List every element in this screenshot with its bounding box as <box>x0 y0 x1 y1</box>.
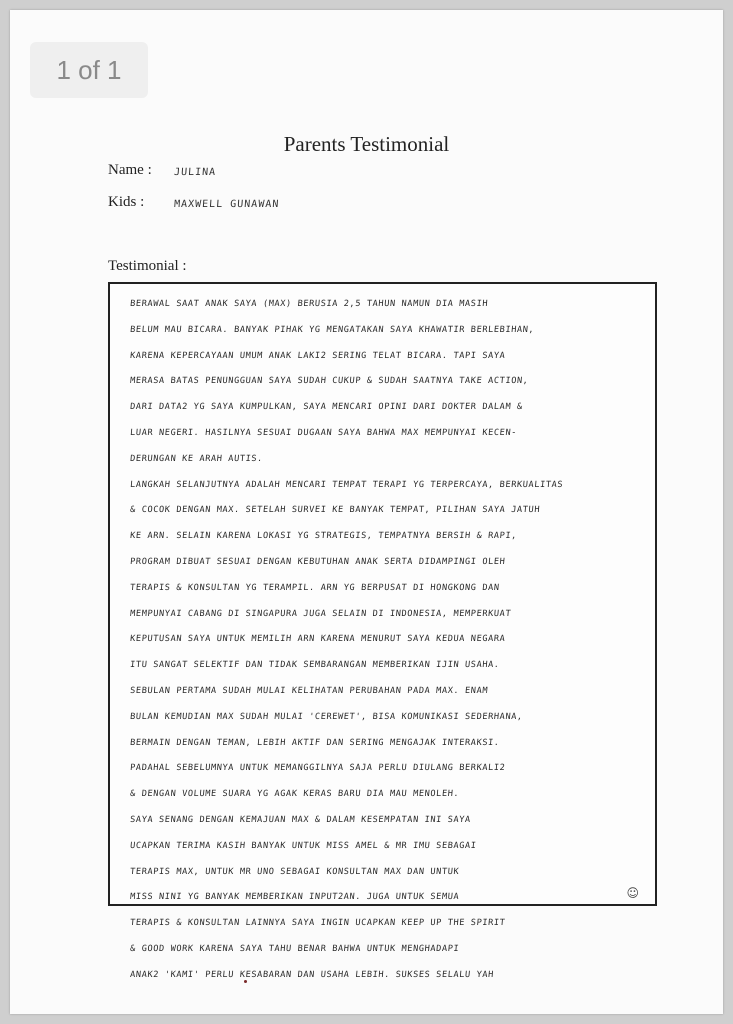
testimonial-line: BERMAIN DENGAN TEMAN, LEBIH AKTIF DAN SERING MENGAJAK INTERAKSI. <box>129 737 501 748</box>
testimonial-line: SAYA SENANG DENGAN KEMAJUAN MAX & DALAM KESEMPATAN INI SAYA <box>129 814 472 825</box>
testimonial-line: KARENA KEPERCAYAAN UMUM ANAK LAKI2 SERING TELAT BICARA. TAPI SAYA <box>129 350 506 361</box>
testimonial-line: LANGKAH SELANJUTNYA ADALAH MENCARI TEMPAT TERAPI YG TERPERCAYA, BERKUALITAS <box>129 479 564 490</box>
kids-value: MAXWELL GUNAWAN <box>173 199 280 210</box>
testimonial-line: BULAN KEMUDIAN MAX SUDAH MULAI 'CEREWET', BISA KOMUNIKASI SEDERHANA, <box>129 711 524 722</box>
testimonial-line: KEPUTUSAN SAYA UNTUK MEMILIH ARN KARENA MENURUT SAYA KEDUA NEGARA <box>129 634 506 645</box>
testimonial-line: UCAPKAN TERIMA KASIH BANYAK UNTUK MISS AMEL & MR IMU SEBAGAI <box>129 840 477 851</box>
testimonial-line: LUAR NEGERI. HASILNYA SESUAI DUGAAN SAYA BAHWA MAX MEMPUNYAI KECEN- <box>129 427 518 438</box>
testimonial-line: MERASA BATAS PENUNGGUAN SAYA SUDAH CUKUP & SUDAH SAATNYA TAKE ACTION, <box>129 376 529 387</box>
testimonial-line: DARI DATA2 YG SAYA KUMPULKAN, SAYA MENCARI OPINI DARI DOKTER DALAM & <box>129 402 524 413</box>
testimonial-line: PADAHAL SEBELUMNYA UNTUK MEMANGGILNYA SAJA PERLU DIULANG BERKALI2 <box>129 763 506 774</box>
testimonial-line: TERAPIS & KONSULTAN YG TERAMPIL. ARN YG BERPUSAT DI HONGKONG DAN <box>129 582 501 593</box>
paper-speck <box>244 980 247 983</box>
kids-label: Kids : <box>108 194 145 210</box>
testimonial-line: & DENGAN VOLUME SUARA YG AGAK KERAS BARU DIA MAU MENOLEH. <box>129 789 460 800</box>
testimonial-line: DERUNGAN KE ARAH AUTIS. <box>129 453 264 464</box>
testimonial-line: ANAK2 'KAMI' PERLU KESABARAN DAN USAHA LEBIH. SUKSES SELALU YAH <box>129 969 495 980</box>
name-label: Name : <box>108 162 152 178</box>
smiley-icon: ☺ <box>626 886 639 900</box>
testimonial-line: TERAPIS MAX, UNTUK MR UNO SEBAGAI KONSULTAN MAX DAN UNTUK <box>129 866 460 877</box>
testimonial-line: BERAWAL SAAT ANAK SAYA (MAX) BERUSIA 2,5 TAHUN NAMUN DIA MASIH <box>129 299 489 309</box>
testimonial-line: & GOOD WORK KARENA SAYA TAHU BENAR BAHWA UNTUK MENGHADAPI <box>129 943 460 954</box>
document-page <box>10 10 723 1014</box>
testimonial-line: ITU SANGAT SELEKTIF DAN TIDAK SEMBARANGAN MEMBERIKAN IJIN USAHA. <box>129 660 501 671</box>
testimonial-box <box>108 282 657 980</box>
document-title: Parents Testimonial <box>283 132 450 156</box>
testimonial-line: MISS NINI YG BANYAK MEMBERIKAN INPUT2AN. JUGA UNTUK SEMUA <box>129 892 460 903</box>
testimonial-line: TERAPIS & KONSULTAN LAINNYA SAYA INGIN UCAPKAN KEEP UP THE SPIRIT <box>129 918 506 929</box>
testimonial-line: PROGRAM DIBUAT SESUAI DENGAN KEBUTUHAN ANAK SERTA DIDAMPINGI OLEH <box>129 556 506 567</box>
name-value: JULINA <box>173 167 217 178</box>
testimonial-line: MEMPUNYAI CABANG DI SINGAPURA JUGA SELAIN DI INDONESIA, MEMPERKUAT <box>129 608 512 619</box>
testimonial-label: Testimonial : <box>108 258 187 274</box>
testimonial-line: SEBULAN PERTAMA SUDAH MULAI KELIHATAN PERUBAHAN PADA MAX. ENAM <box>129 685 489 696</box>
testimonial-line: KE ARN. SELAIN KARENA LOKASI YG STRATEGIS, TEMPATNYA BERSIH & RAPI, <box>129 531 518 542</box>
page-indicator: 1 of 1 <box>30 42 148 98</box>
testimonial-line: & COCOK DENGAN MAX. SETELAH SURVEI KE BANYAK TEMPAT, PILIHAN SAYA JATUH <box>129 505 541 516</box>
testimonial-line: BELUM MAU BICARA. BANYAK PIHAK YG MENGATAKAN SAYA KHAWATIR BERLEBIHAN, <box>129 324 535 335</box>
testimonial-text <box>130 292 643 989</box>
